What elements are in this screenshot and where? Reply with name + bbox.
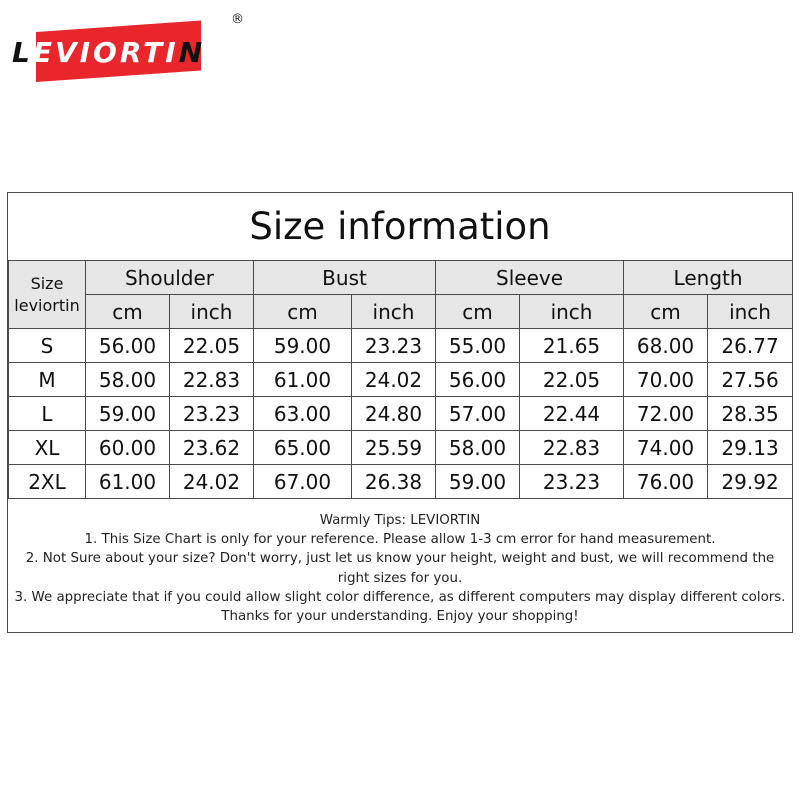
table-cell: 76.00: [624, 465, 708, 499]
table-cell: 26.77: [708, 329, 793, 363]
table-cell: 22.05: [520, 363, 624, 397]
table-cell: 67.00: [254, 465, 352, 499]
table-cell: 65.00: [254, 431, 352, 465]
size-label-cell: L: [9, 397, 86, 431]
table-cell: 23.23: [520, 465, 624, 499]
table-cell: 25.59: [352, 431, 436, 465]
unit-header: inch: [170, 295, 254, 329]
table-cell: 28.35: [708, 397, 793, 431]
size-label-cell: XL: [9, 431, 86, 465]
table-cell: 22.83: [520, 431, 624, 465]
table-cell: 29.92: [708, 465, 793, 499]
table-row: [9, 329, 793, 363]
size-label-cell: S: [9, 329, 86, 363]
unit-header: inch: [520, 295, 624, 329]
table-cell: 29.13: [708, 431, 793, 465]
table-cell: 22.83: [170, 363, 254, 397]
table-row: [9, 465, 793, 499]
table-cell: 59.00: [254, 329, 352, 363]
unit-header: cm: [624, 295, 708, 329]
table-cell: 24.02: [170, 465, 254, 499]
tip-line-1: 1. This Size Chart is only for your reference. Please allow 1-3 cm error for hand measurement.: [84, 532, 716, 548]
tip-line-4: Thanks for your understanding. Enjoy your shopping!: [221, 609, 579, 625]
table-cell: 61.00: [254, 363, 352, 397]
table-cell: 24.80: [352, 397, 436, 431]
unit-header: cm: [254, 295, 352, 329]
table-cell: 22.44: [520, 397, 624, 431]
group-header-sleeve: Sleeve: [436, 261, 624, 295]
table-cell: 68.00: [624, 329, 708, 363]
table-cell: 59.00: [436, 465, 520, 499]
logo-letter-last: N: [178, 36, 206, 69]
unit-header: cm: [436, 295, 520, 329]
table-cell: 59.00: [86, 397, 170, 431]
table-cell: 61.00: [86, 465, 170, 499]
logo-letter-first: L: [12, 36, 33, 69]
registered-mark: ®: [231, 12, 244, 27]
logo-letters-middle: EVIORTI: [32, 36, 179, 69]
size-table: [8, 260, 793, 499]
size-chart: [7, 192, 793, 633]
brand-logo: [12, 12, 247, 82]
table-cell: 26.38: [352, 465, 436, 499]
table-cell: 24.02: [352, 363, 436, 397]
table-cell: 23.23: [352, 329, 436, 363]
table-cell: 58.00: [436, 431, 520, 465]
size-column-header: [9, 261, 86, 329]
size-header-line1: Size: [30, 273, 64, 293]
tip-line-3: 3. We appreciate that if you could allow slight color difference, as different computers may display different colors.: [14, 589, 786, 605]
group-header-bust: Bust: [254, 261, 436, 295]
unit-header: cm: [86, 295, 170, 329]
table-cell: 70.00: [624, 363, 708, 397]
size-header-line2: leviortin: [14, 295, 80, 315]
table-header-row-groups: [9, 261, 793, 295]
logo-wordmark: [12, 36, 237, 70]
table-cell: 21.65: [520, 329, 624, 363]
table-row: [9, 431, 793, 465]
unit-header: inch: [352, 295, 436, 329]
group-header-length: Length: [624, 261, 793, 295]
table-cell: 56.00: [86, 329, 170, 363]
table-cell: 55.00: [436, 329, 520, 363]
unit-header: inch: [708, 295, 793, 329]
table-cell: 58.00: [86, 363, 170, 397]
size-label-cell: M: [9, 363, 86, 397]
table-cell: 23.23: [170, 397, 254, 431]
table-cell: 63.00: [254, 397, 352, 431]
table-cell: 74.00: [624, 431, 708, 465]
table-cell: 60.00: [86, 431, 170, 465]
table-cell: 27.56: [708, 363, 793, 397]
table-row: [9, 363, 793, 397]
tips-section: [8, 511, 792, 632]
tip-line-2: 2. Not Sure about your size? Don't worry, just let us know your height, weight and bust, we will recommend the right sizes for you.: [25, 551, 775, 586]
group-header-shoulder: Shoulder: [86, 261, 254, 295]
size-label-cell: 2XL: [9, 465, 86, 499]
table-cell: 22.05: [170, 329, 254, 363]
table-cell: 56.00: [436, 363, 520, 397]
table-cell: 23.62: [170, 431, 254, 465]
tips-heading: Warmly Tips: LEVIORTIN: [319, 513, 481, 528]
table-cell: 72.00: [624, 397, 708, 431]
table-cell: 57.00: [436, 397, 520, 431]
table-header-row-units: [9, 295, 793, 329]
chart-title: Size information: [8, 193, 792, 261]
table-row: [9, 397, 793, 431]
